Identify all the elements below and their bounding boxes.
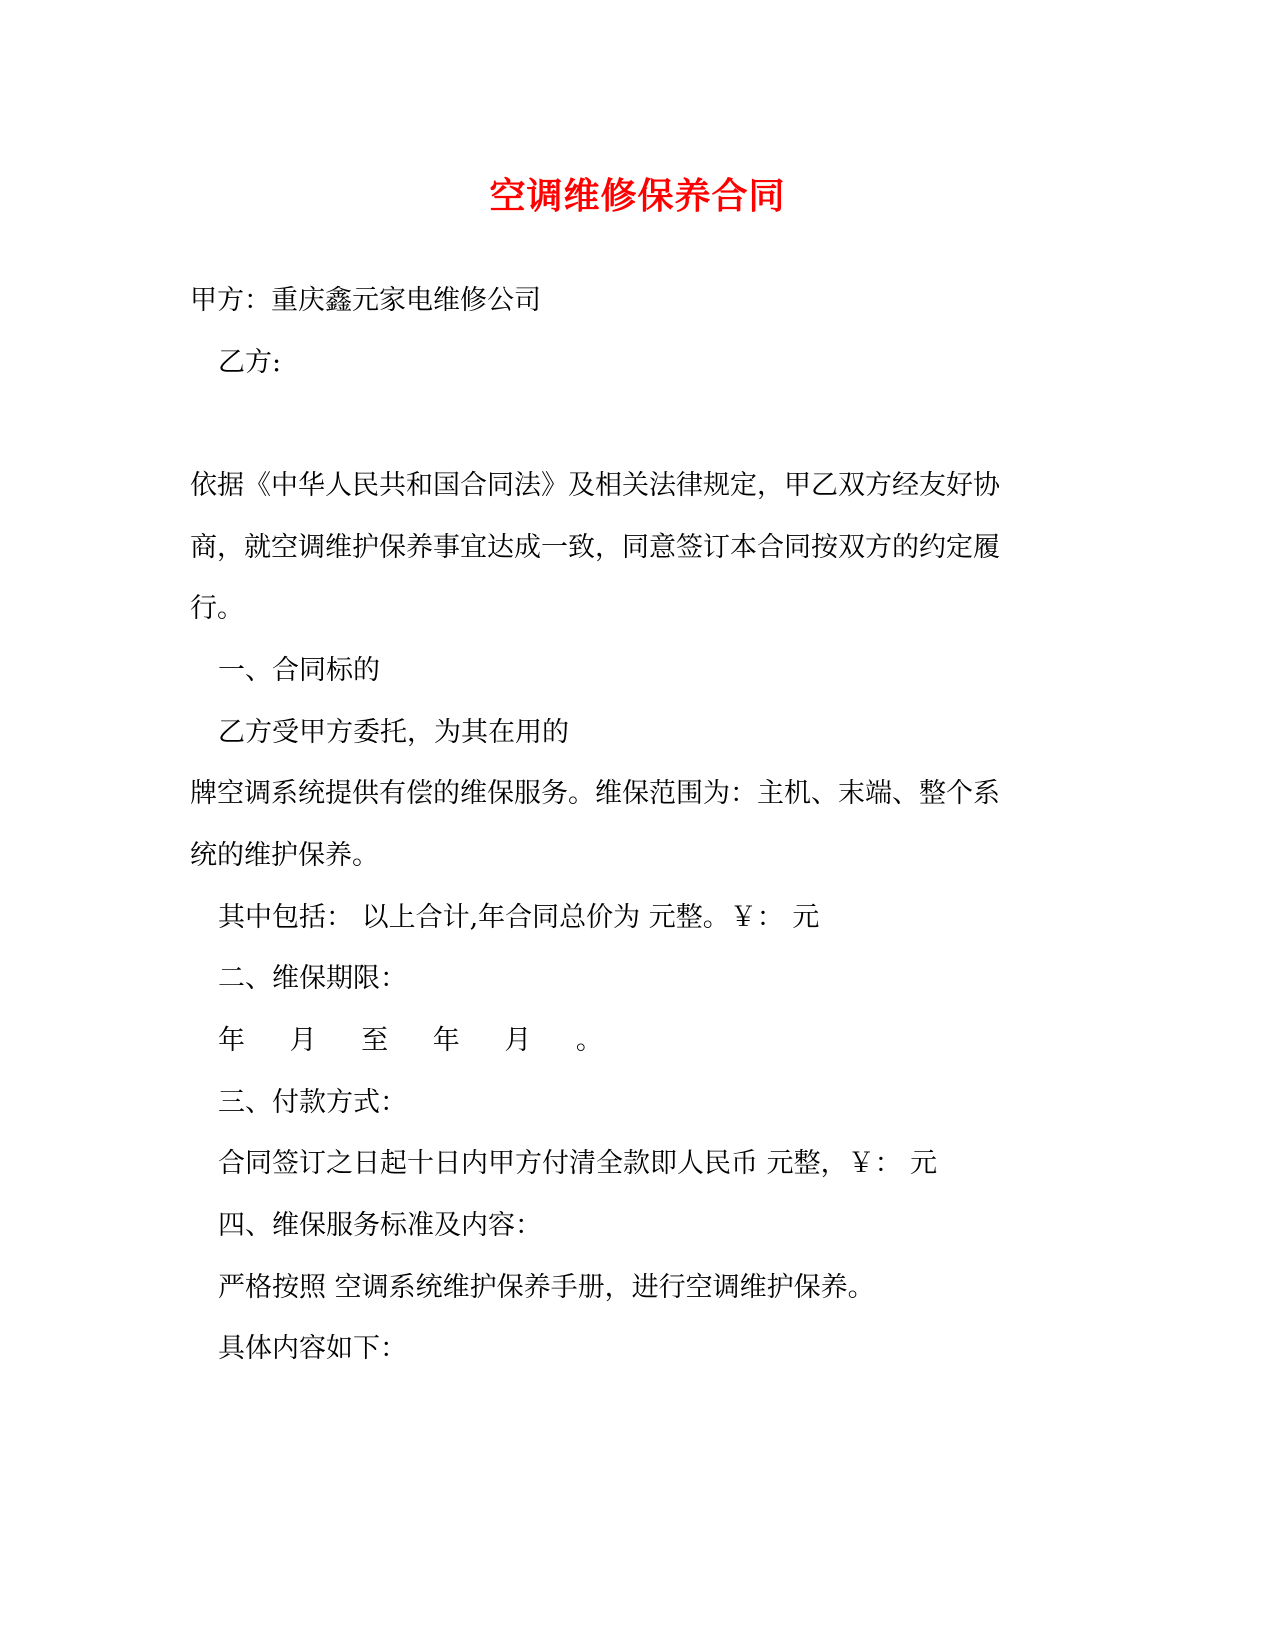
section-1-text-1: 乙方受甲方委托，为其在用的 [218, 717, 569, 748]
party-b-line: 乙方: [218, 347, 282, 378]
preamble-line-1: 依据《中华人民共和国合同法》及相关法律规定，甲乙双方经友好协 [190, 470, 1000, 501]
section-3-heading: 三、付款方式： [218, 1087, 407, 1118]
section-1-text-4: 其中包括： 以上合计,年合同总价为 元整。￥： 元 [218, 902, 820, 933]
section-4-text-1: 严格按照 空调系统维护保养手册，进行空调维护保养。 [218, 1272, 875, 1303]
section-1-text-2: 牌空调系统提供有偿的维保服务。维保范围为：主机、末端、整个系 [190, 778, 1000, 809]
section-2-text: 年 月 至 年 月 。 [218, 1025, 621, 1056]
section-3-text: 合同签订之日起十日内甲方付清全款即人民币 元整，￥： 元 [218, 1148, 938, 1179]
preamble-line-3: 行。 [190, 593, 244, 624]
section-2-heading: 二、维保期限： [218, 963, 407, 994]
party-a-line: 甲方：重庆鑫元家电维修公司 [190, 285, 541, 316]
document-title: 空调维修保养合同 [489, 175, 786, 217]
section-1-heading: 一、合同标的 [218, 655, 380, 686]
section-1-text-3: 统的维护保养。 [190, 840, 379, 871]
section-4-heading: 四、维保服务标准及内容： [218, 1210, 542, 1241]
section-4-text-2: 具体内容如下： [218, 1333, 407, 1364]
preamble-line-2: 商，就空调维护保养事宜达成一致，同意签订本合同按双方的约定履 [190, 532, 1000, 563]
